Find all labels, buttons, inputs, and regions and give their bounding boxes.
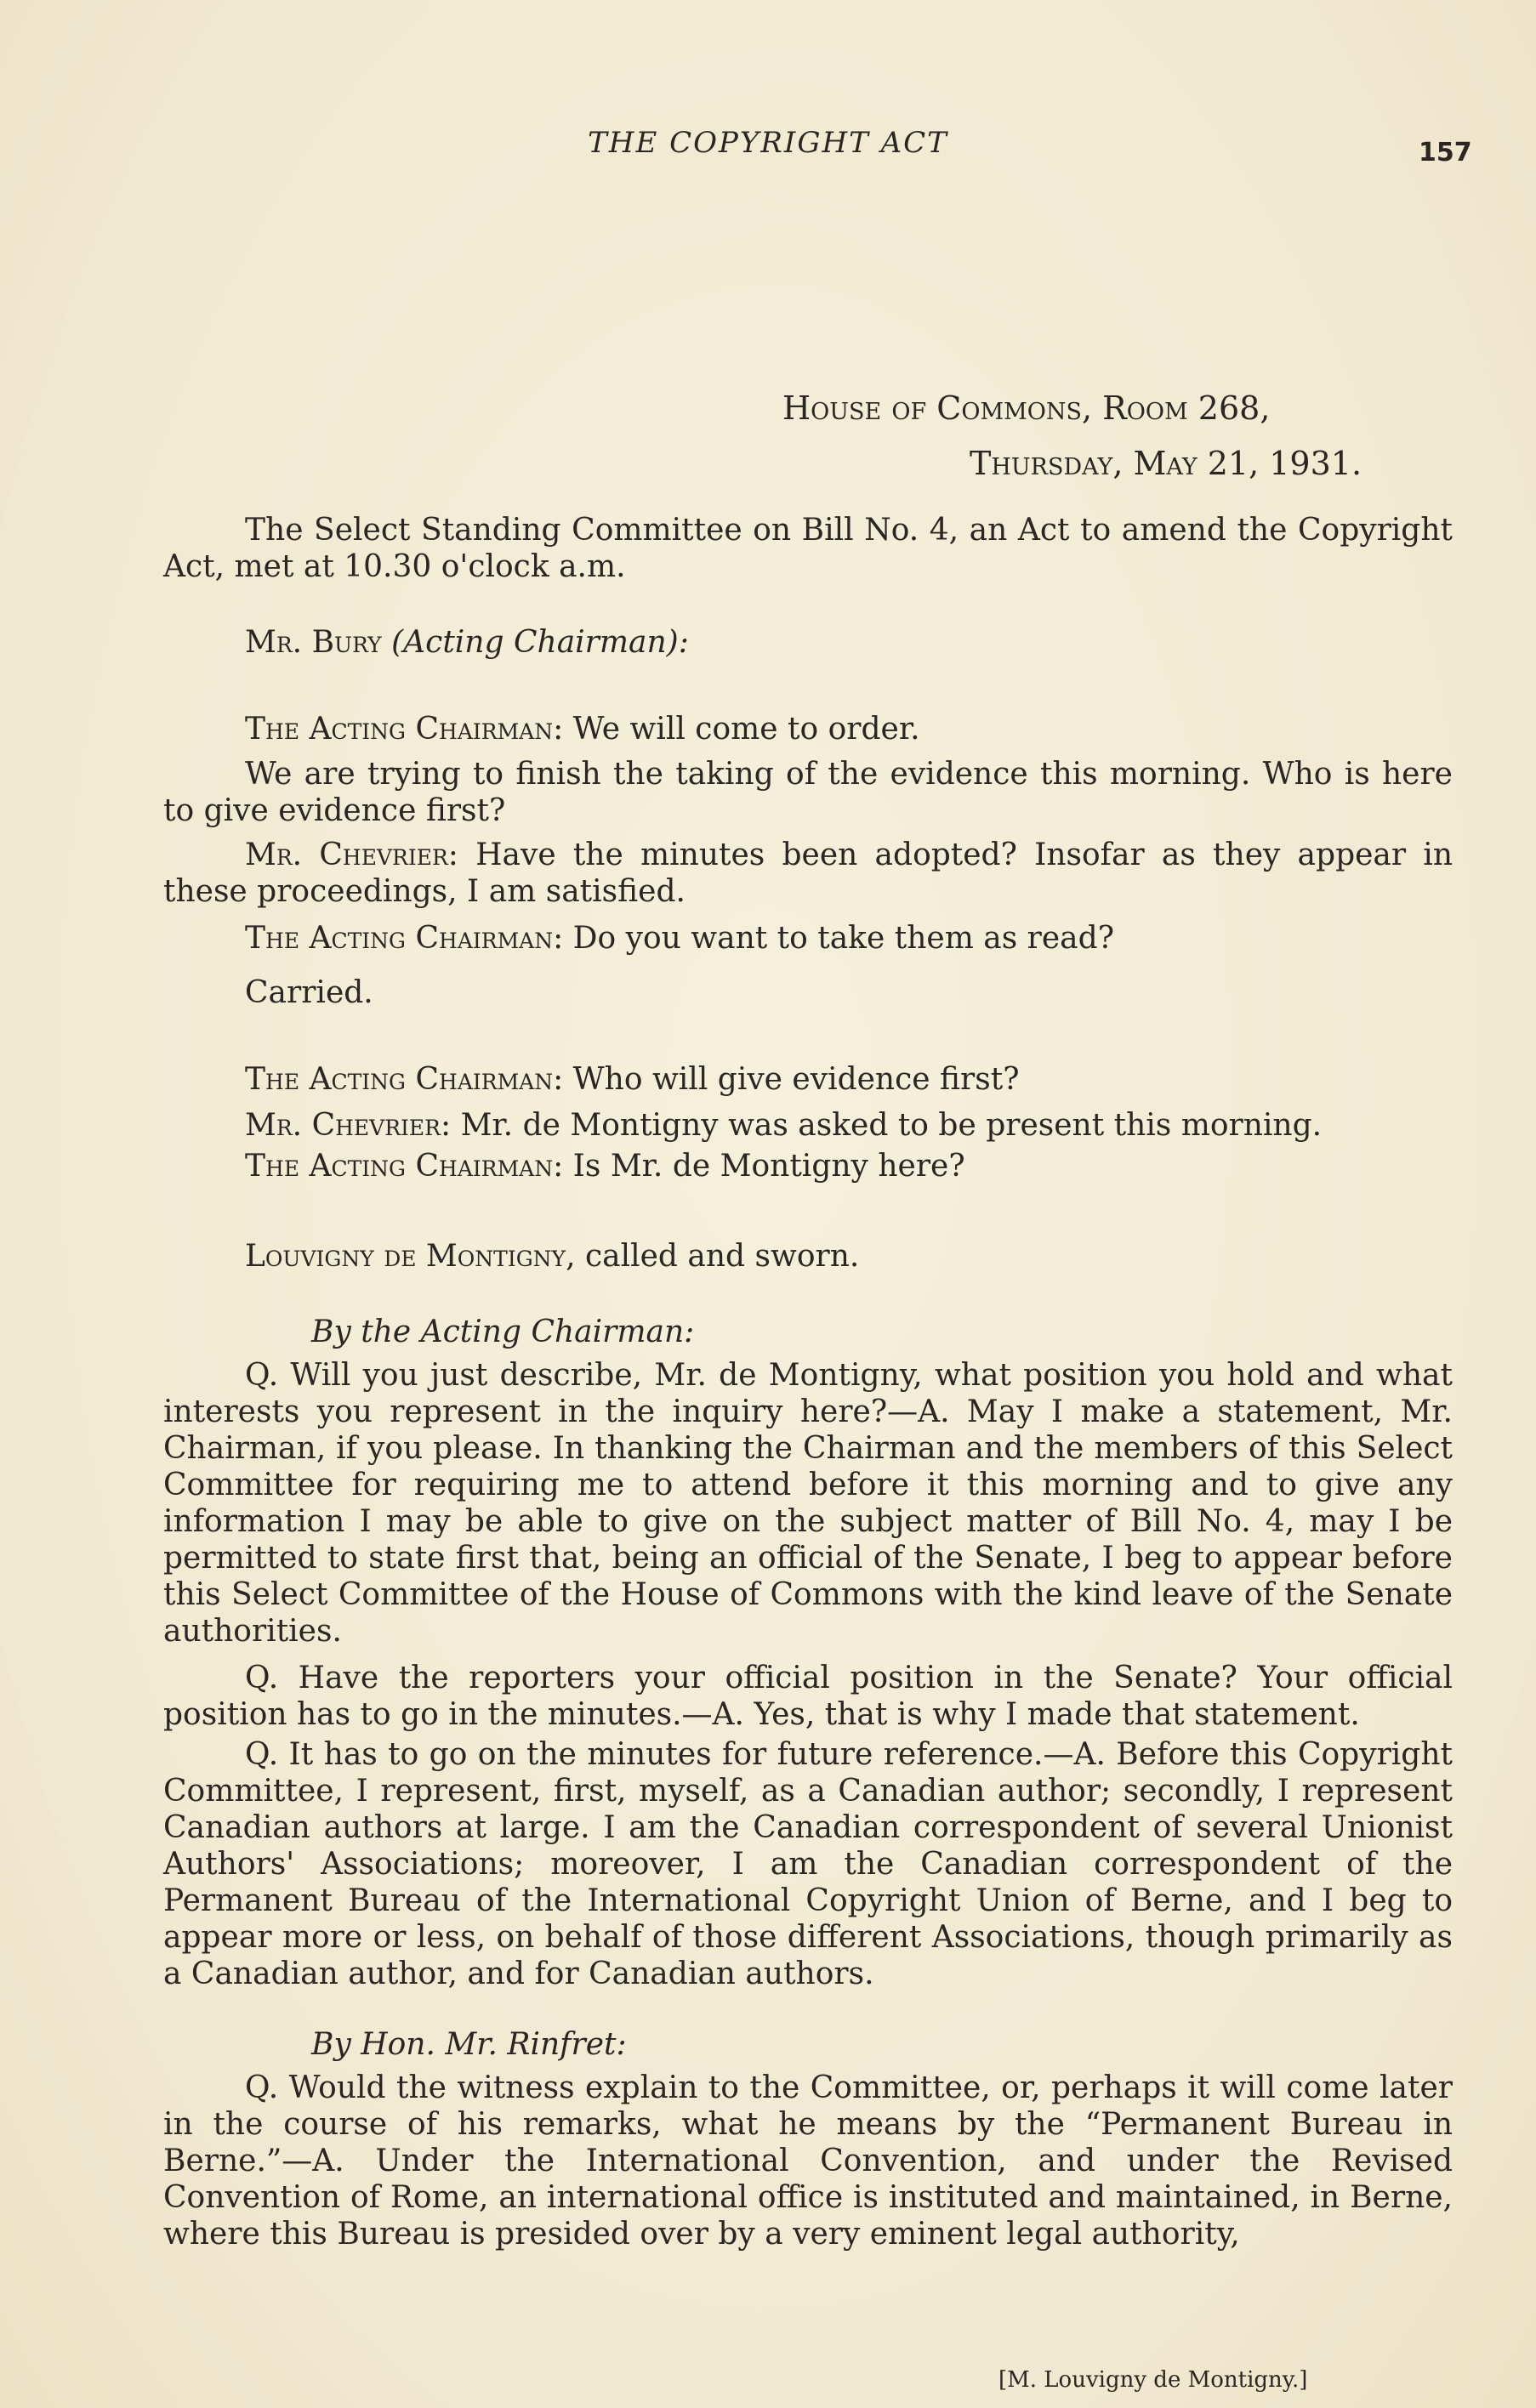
- speech: We are trying to finish the taking of the evidence this morning. Who is here to give evidence first?: [163, 757, 1453, 828]
- running-title: THE COPYRIGHT ACT: [588, 126, 948, 160]
- speech: Who will give evidence first?: [563, 1062, 1020, 1097]
- footer-note: [M. Louvigny de Montigny.]: [998, 2367, 1308, 2393]
- exchange-6: [163, 1061, 1453, 1098]
- section-heading-acting-chairman: By the Acting Chairman:: [311, 1315, 695, 1349]
- speaker: Mr. Chevrier:: [245, 838, 458, 872]
- exchange-8: [163, 1148, 1453, 1184]
- witness-status: called and sworn.: [575, 1239, 860, 1274]
- meeting-date: Thursday, May 21, 1931.: [970, 445, 1362, 482]
- speaker: The Acting Chairman:: [245, 712, 564, 747]
- exchange-7: [163, 1107, 1453, 1144]
- witness-line: [163, 1238, 1453, 1275]
- question-answer: Q. Will you just describe, Mr. de Montigny, what position you hold and what interests you represent in the inquiry here?—A. May I make a statement, Mr. Chairman, if you please. In thanking the Chairman and the members of this Select Committee for requiring me to attend before it this morning and to give any information I may be able to give on the subject matter of Bill No. 4, may I be permitted to state first that, being an official of the Senate, I beg to appear before this Select Committee of the House of Commons with the kind leave of the Senate authorities.: [163, 1358, 1453, 1649]
- chair-line: [163, 624, 1453, 661]
- exchange-1: [163, 711, 1453, 747]
- opening-paragraph: The Select Standing Committee on Bill No. 4, an Act to amend the Copyright Act, met at 10.30 o'clock a.m.: [163, 513, 1453, 584]
- speech: We will come to order.: [563, 712, 920, 747]
- exchange-4: [163, 920, 1453, 957]
- chair-role: (Acting Chairman):: [391, 625, 689, 660]
- speaker: Mr. Chevrier:: [245, 1108, 452, 1143]
- speech: Is Mr. de Montigny here?: [563, 1149, 965, 1184]
- question-answer: Q. Would the witness explain to the Committee, or, perhaps it will come later in the course of his remarks, what he means by the “Permanent Bureau in Berne.”—A. Under the International Convention, and under the Revised Convention of Rome, an international office is instituted and maintained, in Berne, where this Bureau is presided over by a very eminent legal authority,: [163, 2070, 1453, 2252]
- speaker: The Acting Chairman:: [245, 921, 564, 956]
- meeting-place: House of Commons, Room 268,: [782, 389, 1271, 427]
- exchange-5: [163, 974, 1453, 1011]
- exchange-2: [163, 756, 1453, 829]
- speaker: The Acting Chairman:: [245, 1149, 564, 1184]
- witness-name: Louvigny de Montigny,: [245, 1239, 576, 1274]
- speaker: The Acting Chairman:: [245, 1062, 564, 1097]
- section-heading-rinfret: By Hon. Mr. Rinfret:: [311, 2027, 627, 2062]
- question-answer: Q. It has to go on the minutes for future reference.—A. Before this Copyright Committee, I represent, first, myself, as a Canadian author; secondly, I represent Canadian authors at large. I am the Canadian correspondent of several Unionist Authors' Associations; moreover, I am the Canadian correspondent of the Permanent Bureau of the International Copyright Union of Berne, and I beg to appear more or less, on behalf of those different Associations, though primarily as a Canadian author, and for Canadian authors.: [163, 1737, 1453, 1991]
- question-answer: Q. Have the reporters your official position in the Senate? Your official position has to go in the minutes.—A. Yes, that is why I made that statement.: [163, 1661, 1453, 1732]
- speech: Carried.: [245, 975, 373, 1010]
- speech: Do you want to take them as read?: [563, 921, 1114, 956]
- speech: Have the minutes been adopted? Insofar as they appear in these proceedings, I am satisfied.: [163, 838, 1454, 909]
- exchange-3: [163, 837, 1453, 910]
- chair-name: Mr. Bury: [245, 625, 382, 660]
- page-number: 157: [1419, 138, 1472, 168]
- speech: Mr. de Montigny was asked to be present this morning.: [451, 1108, 1323, 1143]
